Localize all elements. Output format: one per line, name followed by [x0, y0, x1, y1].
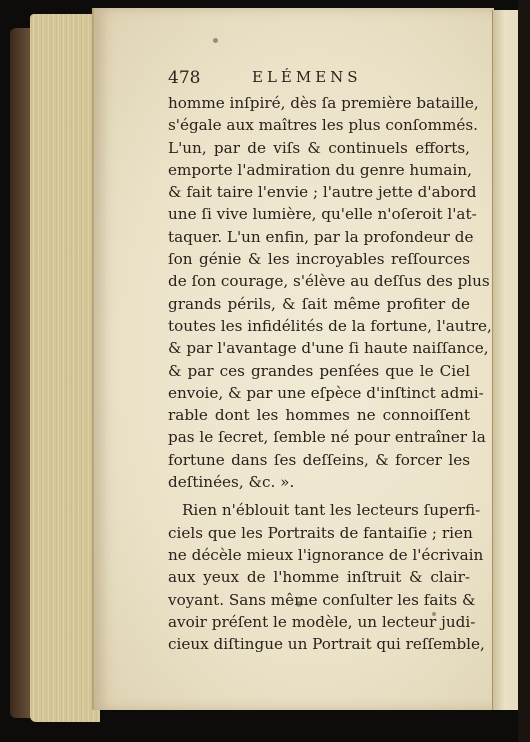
text-line: ne décèle mieux l'ignorance de l'écrivain: [168, 545, 484, 564]
text-line: rable dont les hommes ne connoiſſent: [168, 406, 470, 425]
text-line: envoie, & par une eſpèce d'inſtinct admi-: [168, 383, 484, 402]
text-line: & par l'avantage d'une ſi haute naiſſance,: [168, 339, 489, 358]
text-line: aux yeux de l'homme inſtruit & clair-: [168, 568, 470, 587]
text-line: avoir préſent le modèle, un lecteur judi-: [168, 612, 476, 631]
text-line: toutes les infidélités de la fortune, l'autre,: [168, 316, 492, 335]
text-line: voyant. Sans même conſulter les faits &: [168, 590, 476, 609]
text-line: taquer. L'un enfin, par la profondeur de: [168, 227, 474, 246]
text-line: cieux diſtingue un Portrait qui reſſemble,: [168, 635, 485, 654]
text-line: L'un, par de viſs & continuels efforts,: [168, 138, 470, 157]
text-line: de ſon courage, s'élève au deſſus des plus: [168, 272, 490, 291]
text-line: ſon génie & les incroyables reſſources: [168, 250, 470, 269]
text-line: Rien n'éblouit tant les lecteurs ſuperfi-: [182, 501, 481, 520]
text-line: fortune dans ſes deſſeins, & forcer les: [168, 450, 470, 469]
text-line: pas le ſecret, ſemble né pour entraîner la: [168, 428, 486, 447]
text-line: s'égale aux maîtres les plus conſommés.: [168, 116, 478, 135]
page-edges: [30, 14, 100, 722]
text-line: & par ces grandes penſées que le Ciel: [168, 361, 470, 380]
text-line: homme inſpiré, dès ſa première bataille,: [168, 94, 479, 112]
text-line: une ſi vive lumière, qu'elle n'oſeroit l'at-: [168, 205, 477, 224]
book-cover-right: [518, 0, 530, 742]
text-line: & fait taire l'envie ; l'autre jette d'abord: [168, 183, 477, 202]
running-title: ELÉMENS: [252, 68, 362, 86]
text-line: deſtinées, &c. ».: [168, 473, 295, 492]
text-line: ciels que les Portraits de fantaiſie ; rien: [168, 523, 473, 542]
text-block: [168, 92, 492, 655]
text-line: grands périls, & ſait même profiter de: [168, 294, 470, 313]
page-number: 478: [168, 68, 201, 88]
running-head: [168, 68, 468, 92]
text-line: emporte l'admiration du genre humain,: [168, 160, 472, 179]
foxing-spot: [213, 38, 218, 43]
